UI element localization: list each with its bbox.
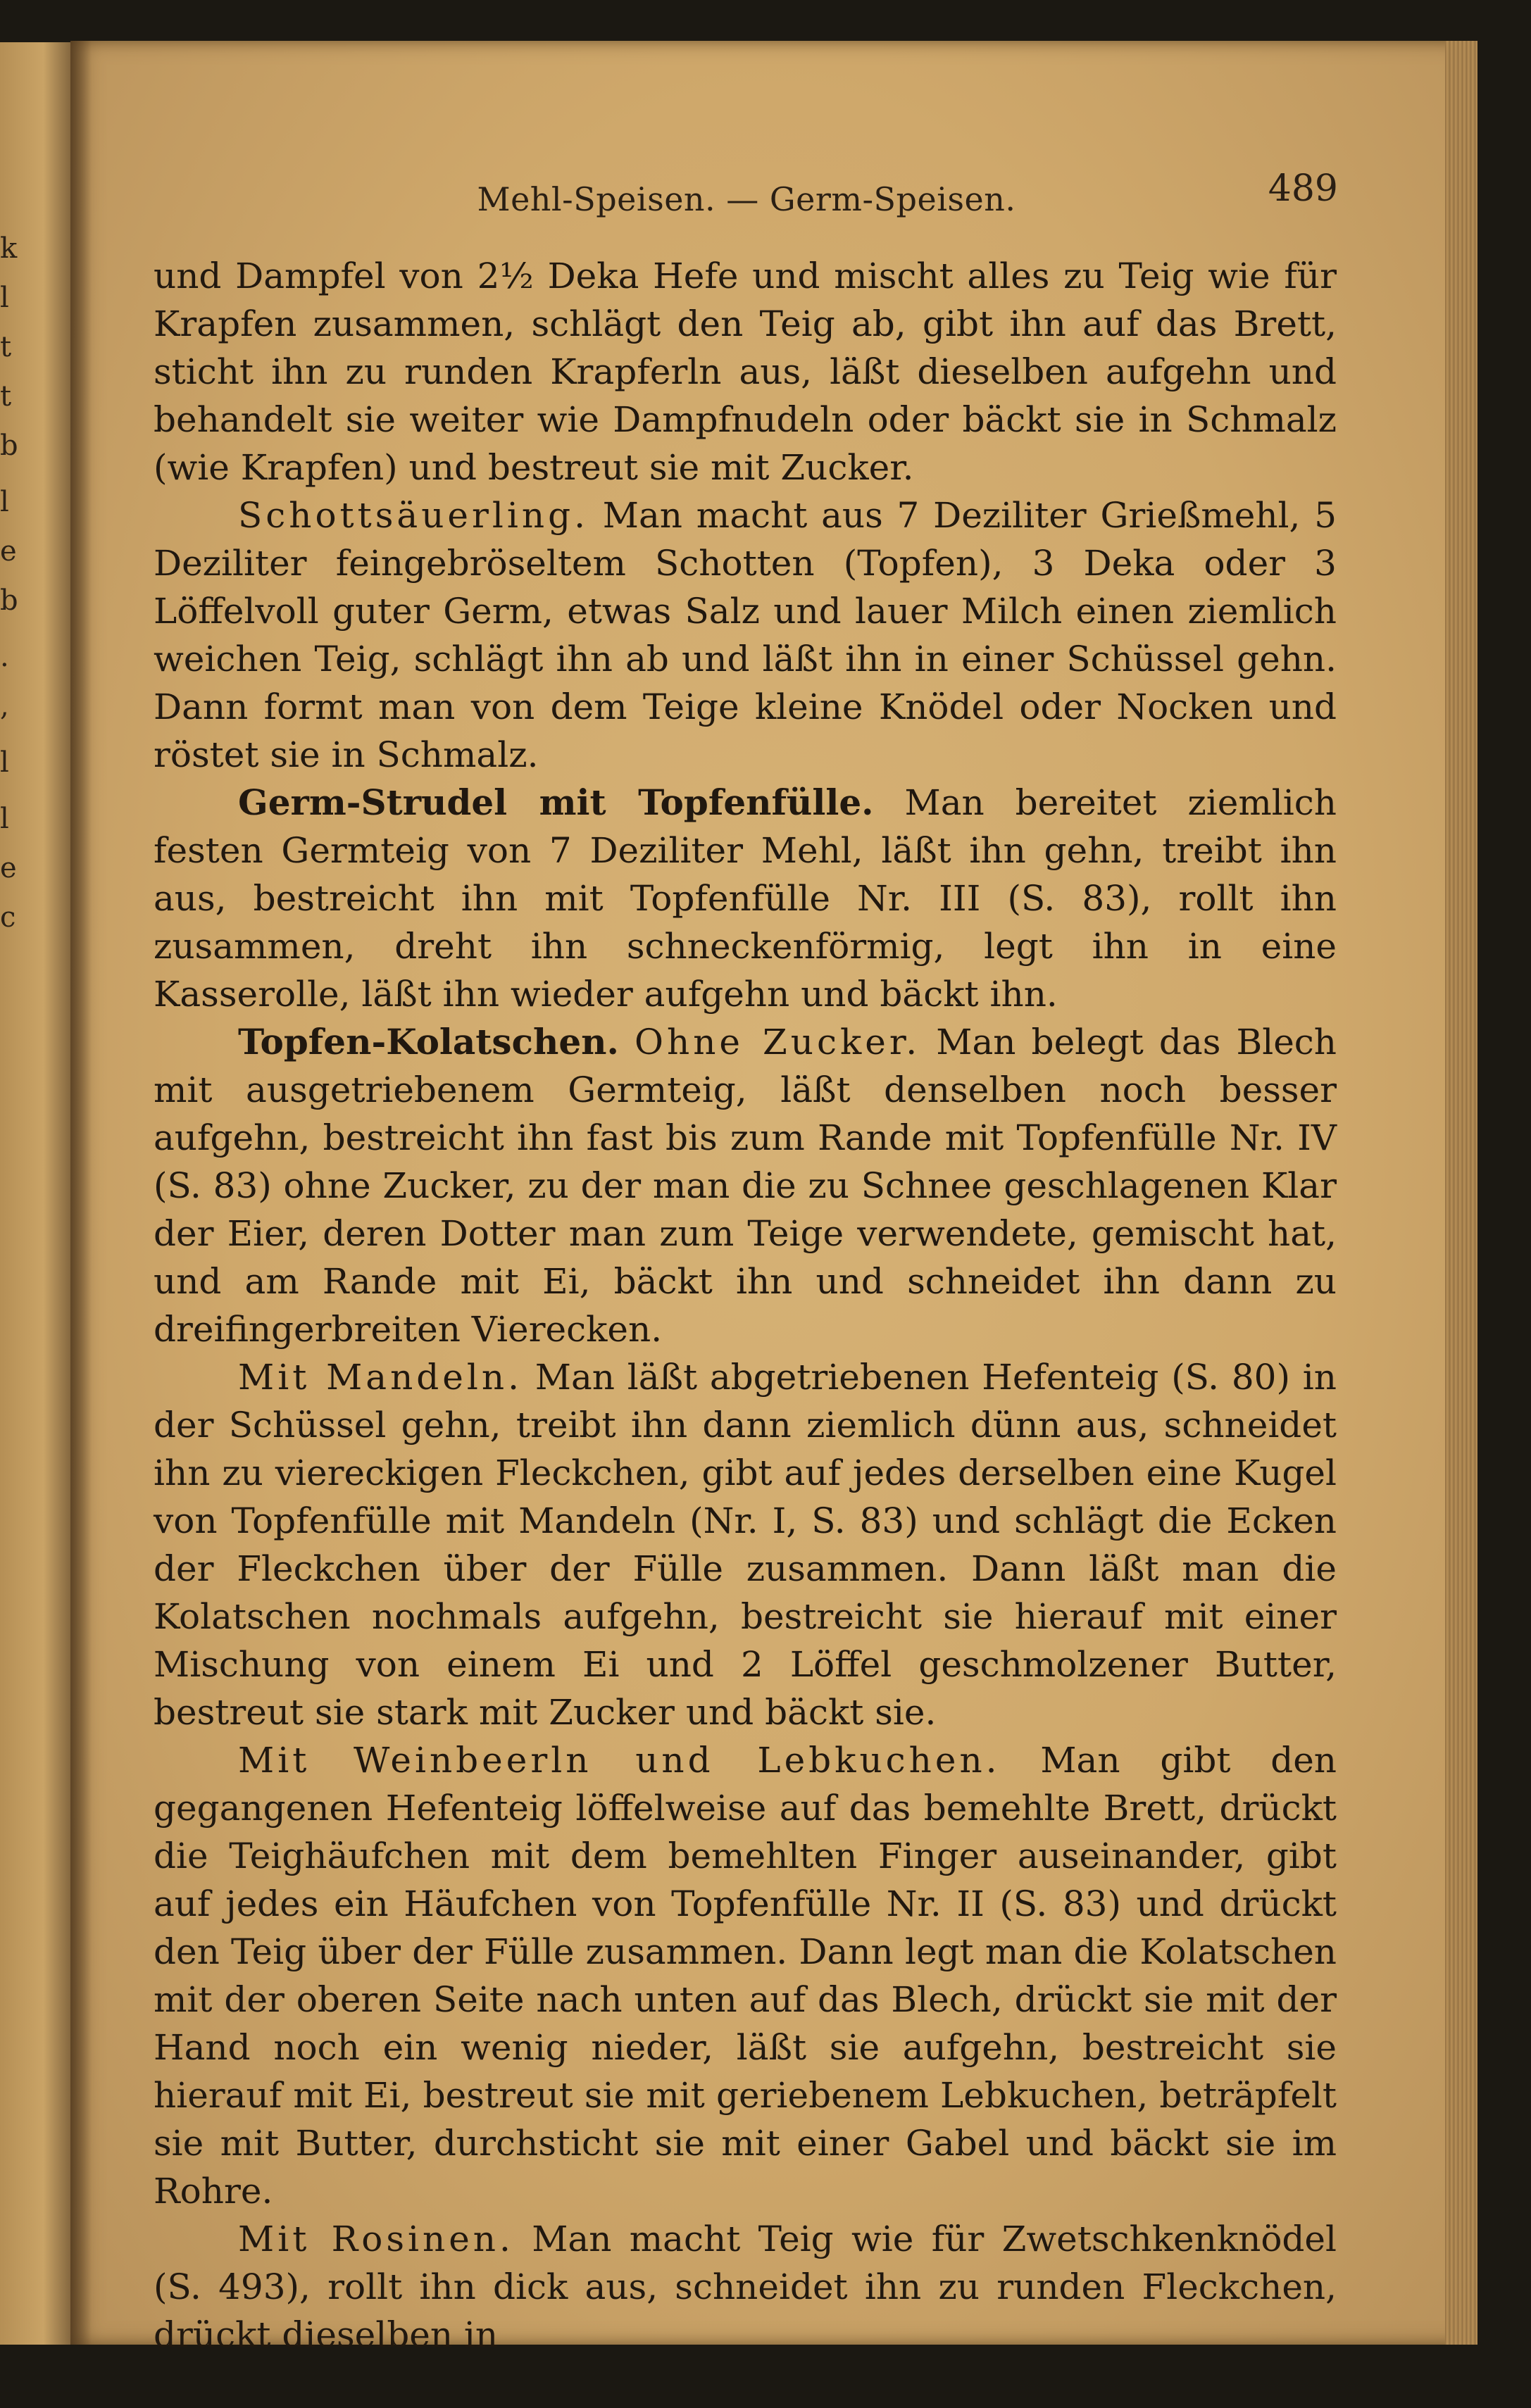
recipe-heading: Topfen-Kolatschen.: [238, 1021, 619, 1062]
recipe-paragraph: [154, 779, 1337, 1018]
margin-fragment: ,: [0, 690, 9, 722]
margin-fragment: c: [0, 901, 16, 934]
margin-fragment: b: [0, 429, 18, 462]
recipe-heading: Germ-Strudel mit Topfenfülle.: [238, 782, 874, 823]
paragraph-text: Man gibt den gegangenen Hefenteig löffelweise auf das bemehlte Brett, drückt die Teighäufchen mit dem bemehlten Finger auseinander, gibt auf jedes ein Häufchen von Topfenfülle Nr. II (S. 83) und drückt den Teig über der Fülle zusammen. Dann legt man die Kolatschen mit der oberen Seite nach unten auf das Blech, drückt sie mit der Hand noch ein wenig nieder, läßt sie aufgehn, bestreicht sie hierauf mit Ei, bestreut sie mit geriebenem Lebkuchen, beträpfelt sie mit Butter, durchsticht sie mit einer Gabel und bäckt sie im Rohre.: [154, 1740, 1337, 2212]
margin-fragment: e: [0, 852, 17, 884]
recipe-title: Mit Mandeln.: [238, 1357, 523, 1398]
recipe-paragraph: [154, 1018, 1337, 1353]
book-gutter-shadow: [70, 41, 92, 2345]
margin-fragment: b: [0, 584, 18, 617]
paragraph-text: und Dampfel von 2½ Deka Hefe und mischt alles zu Teig wie für Krapfen zusammen, schlägt den Teig ab, gibt ihn auf das Brett, sticht ihn zu runden Krapferln aus, läßt dieselben aufgehn und behandelt sie weiter wie Dampfnudeln oder bäckt sie in Schmalz (wie Krapfen) und bestreut sie mit Zucker.: [154, 256, 1337, 488]
recipe-title: Schottsäuerling.: [238, 495, 589, 536]
margin-fragment: .: [0, 641, 9, 673]
margin-fragment: k: [0, 232, 18, 265]
margin-fragment: t: [0, 331, 12, 363]
paragraph-text: Man bereitet ziemlich festen Germteig von 7 Deziliter Mehl, läßt ihn gehn, treibt ihn aus, bestreicht ihn mit Topfenfülle Nr. III (S. 83), rollt ihn zusammen, dreht ihn schneckenförmig, legt ihn in eine Kasserolle, läßt ihn wieder aufgehn und bäckt ihn.: [154, 782, 1337, 1015]
margin-fragment: t: [0, 380, 12, 413]
recipe-title: Mit Rosinen.: [238, 2219, 514, 2259]
margin-fragment: l: [0, 803, 9, 835]
margin-fragment: l: [0, 746, 9, 779]
paragraph-text: Man macht aus 7 Deziliter Grießmehl, 5 Deziliter feingebröseltem Schotten (Topfen), 3 Deka oder 3 Löffelvoll guter Germ, etwas Salz und lauer Milch einen ziemlich weichen Teig, schlägt ihn ab und läßt ihn in einer Schüssel gehn. Dann formt man von dem Teige kleine Knödel oder Nocken und röstet sie in Schmalz.: [154, 495, 1337, 775]
paragraph: [154, 252, 1337, 491]
recipe-title: Mit Weinbeerln und Lebkuchen.: [238, 1740, 1001, 1781]
previous-page-edge: [0, 42, 79, 2345]
page-fore-edge: [1445, 41, 1477, 2345]
margin-fragment: l: [0, 282, 9, 314]
page-number: 489: [1268, 168, 1338, 210]
recipe-paragraph: [154, 1736, 1337, 2215]
paragraph-text: Man macht Teig wie für Zwetschkenknödel (S. 493), rollt ihn dick aus, schneidet ihn zu runden Fleckchen, drückt dieselben in: [154, 2219, 1337, 2355]
recipe-paragraph: [154, 1353, 1337, 1736]
recipe-text: [154, 252, 1337, 2359]
recipe-paragraph: [154, 2215, 1337, 2359]
margin-fragment: e: [0, 535, 17, 567]
recipe-paragraph: [154, 491, 1337, 779]
paragraph-text: Man belegt das Blech mit ausgetriebenem Germteig, läßt denselben noch besser aufgehn, bestreicht ihn fast bis zum Rande mit Topfenfülle Nr. IV (S. 83) ohne Zucker, zu der man die zu Schnee geschlagenen Klar der Eier, deren Dotter man zum Teige verwendete, gemischt hat, und am Rande mit Ei, bäckt ihn und schneidet ihn dann zu dreifingerbreiten Vierecken.: [154, 1022, 1337, 1350]
running-title: Mehl-Speisen. — Germ-Speisen.: [477, 180, 1016, 218]
book-page: [70, 41, 1477, 2355]
paragraph-text: Man läßt abgetriebenen Hefenteig (S. 80) in der Schüssel gehn, treibt ihn dann ziemlich dünn aus, schneidet ihn zu viereckigen Fleckchen, gibt auf jedes derselben eine Kugel von Topfenfülle mit Mandeln (Nr. I, S. 83) und schlägt die Ecken der Fleckchen über der Fülle zusammen. Dann läßt man die Kolatschen nochmals aufgehn, bestreicht sie hierauf mit einer Mischung von einem Ei und 2 Löffel geschmolzener Butter, bestreut sie stark mit Zucker und bäckt sie.: [154, 1357, 1337, 1733]
margin-fragment: l: [0, 486, 9, 518]
recipe-subtitle: Ohne Zucker.: [635, 1022, 921, 1062]
